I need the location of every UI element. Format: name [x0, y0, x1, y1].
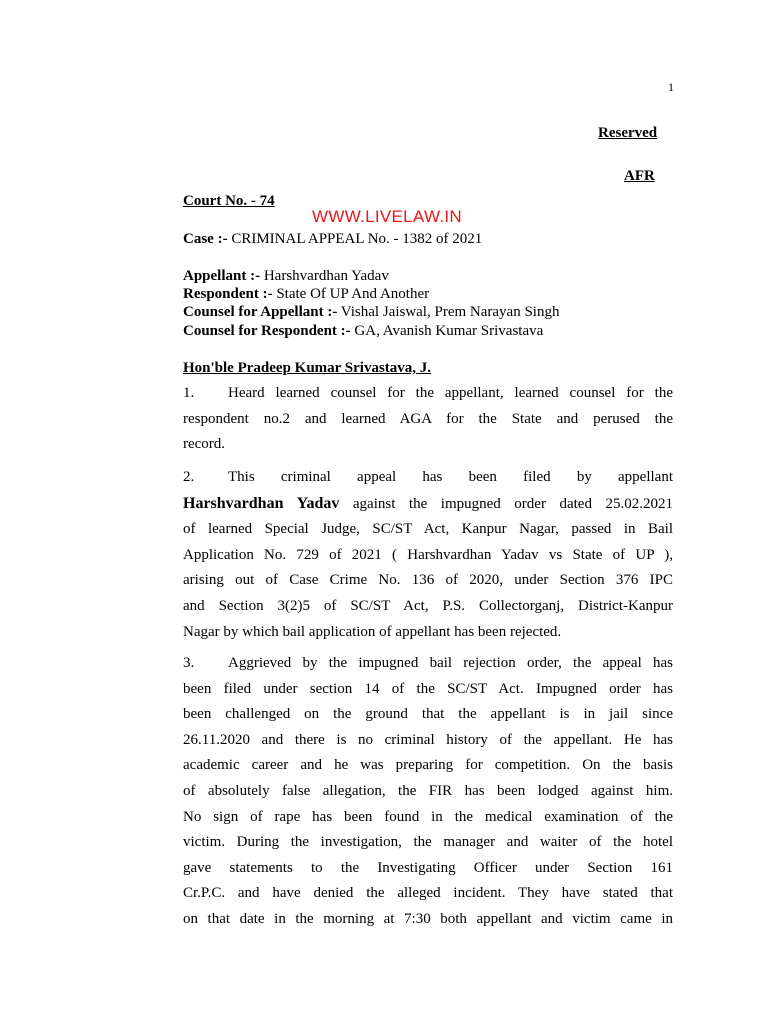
case-label: Case :- — [183, 231, 228, 247]
paragraph-line: academic career and he was preparing for competition. On the basis — [183, 757, 673, 774]
counsel-respondent-label: Counsel for Respondent :- — [183, 323, 351, 339]
page-number: 1 — [668, 80, 674, 94]
paragraph-line: of learned Special Judge, SC/ST Act, Kanpur Nagar, passed in Bail — [183, 521, 673, 538]
court-number: Court No. - 74 — [183, 193, 275, 209]
paragraph-3 — [183, 651, 673, 933]
paragraph-line: Harshvardhan Yadav against the impugned order dated 25.02.2021 — [183, 494, 674, 512]
paragraph-line: 26.11.2020 and there is no criminal history of the appellant. He has — [183, 731, 673, 748]
paragraph-line: on that date in the morning at 7:30 both appellant and victim came in — [183, 910, 673, 927]
counsel-respondent-value: GA, Avanish Kumar Srivastava — [350, 323, 544, 339]
paragraph-line: Application No. 729 of 2021 ( Harshvardhan Yadav vs State of UP ), — [183, 546, 673, 563]
paragraph-number: 2. — [183, 469, 195, 485]
livelaw-watermark: WWW.LIVELAW.IN — [312, 207, 462, 226]
respondent-label: Respondent :- — [183, 286, 273, 302]
paragraph-line: arising out of Case Crime No. 136 of 2020, under Section 376 IPC — [183, 572, 673, 589]
paragraph-line: gave statements to the Investigating Officer under Section 161 — [183, 859, 673, 876]
paragraph-line: Nagar by which bail application of appellant has been rejected. — [183, 623, 562, 640]
paragraph-line: been filed under section 14 of the SC/ST Act. Impugned order has — [183, 680, 673, 697]
respondent-value: State Of UP And Another — [272, 286, 430, 302]
paragraph-line: 1. Heard learned counsel for the appellant, learned counsel for the — [183, 381, 673, 407]
paragraph-line: and Section 3(2)5 of SC/ST Act, P.S. Collectorganj, District-Kanpur — [183, 597, 673, 614]
respondent-line — [183, 286, 429, 303]
appellant-label: Appellant :- — [183, 268, 261, 284]
appellant-name-bold: Harshvardhan Yadav — [183, 494, 340, 512]
paragraph-2 — [183, 465, 673, 645]
paragraph-line: record. — [183, 436, 226, 453]
paragraph-line: Cr.P.C. and have denied the alleged incident. They have stated that — [183, 885, 673, 902]
appellant-value: Harshvardhan Yadav — [260, 268, 389, 284]
counsel-appellant-label: Counsel for Appellant :- — [183, 304, 338, 320]
paragraph-line: No sign of rape has been found in the medical examination of the — [183, 808, 673, 825]
judge-name: Hon'ble Pradeep Kumar Srivastava, J. — [183, 360, 432, 376]
paragraph-1 — [183, 381, 673, 458]
paragraph-line: respondent no.2 and learned AGA for the State and perused the — [183, 410, 673, 427]
afr-tag: AFR — [624, 168, 655, 184]
counsel-respondent-line — [183, 323, 543, 340]
paragraph-line: been challenged on the ground that the appellant is in jail since — [183, 706, 673, 723]
case-line — [183, 231, 482, 248]
paragraph-line: victim. During the investigation, the manager and waiter of the hotel — [183, 834, 673, 851]
reserved-tag: Reserved — [598, 125, 658, 141]
paragraph-number: 1. — [183, 385, 195, 401]
paragraph-line: 2. This criminal appeal has been filed by appellant — [183, 465, 673, 491]
appellant-line — [183, 268, 389, 285]
counsel-appellant-value: Vishal Jaiswal, Prem Narayan Singh — [337, 304, 560, 320]
paragraph-number: 3. — [183, 655, 195, 671]
paragraph-line: of absolutely false allegation, the FIR has been lodged against him. — [183, 782, 673, 799]
counsel-appellant-line — [183, 304, 559, 321]
case-value: CRIMINAL APPEAL No. - 1382 of 2021 — [227, 231, 483, 247]
paragraph-line: 3. Aggrieved by the impugned bail rejection order, the appeal has — [183, 651, 673, 677]
